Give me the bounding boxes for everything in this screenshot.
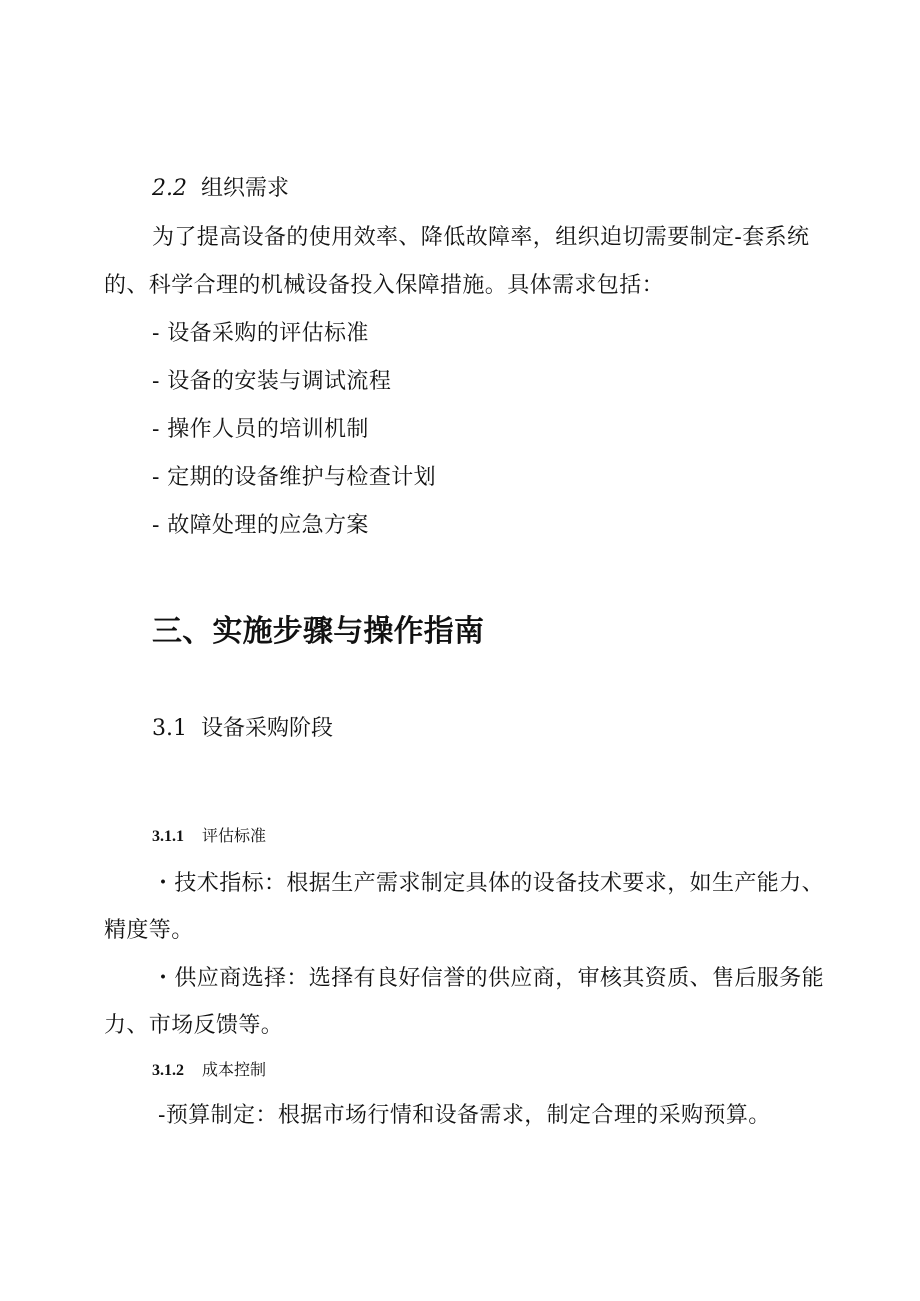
section-3-1-1-p1-line-1: ・技术指标：根据生产需求制定具体的设备技术要求，如生产能力、	[152, 871, 825, 896]
list-item: - 定期的设备维护与检查计划	[152, 465, 437, 490]
section-2-2-title: 组织需求	[201, 176, 290, 201]
section-3-1-2-heading	[152, 1062, 266, 1079]
section-2-2-heading	[152, 178, 289, 200]
section-3-1-1-title: 评估标准	[202, 826, 267, 845]
chapter-3-heading: 三、实施步骤与操作指南	[152, 614, 485, 649]
section-3-1-heading	[152, 718, 333, 740]
section-3-1-1-p2-line-1: ・供应商选择：选择有良好信誉的供应商，审核其资质、售后服务能	[152, 966, 825, 991]
section-3-1-number: 3.1	[152, 716, 187, 741]
section-3-1-1-number: 3.1.1	[152, 828, 184, 845]
list-item: - 操作人员的培训机制	[152, 417, 369, 442]
section-2-2-intro-line-2: 的、科学合理的机械设备投入保障措施。具体需求包括：	[104, 273, 665, 298]
section-2-2-number: 2.2	[152, 176, 187, 201]
section-3-1-title: 设备采购阶段	[201, 716, 334, 741]
list-item: - 设备采购的评估标准	[152, 321, 369, 346]
section-3-1-2-title: 成本控制	[202, 1060, 267, 1079]
list-item: - 故障处理的应急方案	[152, 513, 369, 538]
list-item: - 设备的安装与调试流程	[152, 369, 392, 394]
section-3-1-1-p2-line-2: 力、市场反馈等。	[104, 1013, 284, 1038]
section-3-1-1-heading	[152, 828, 266, 845]
section-2-2-intro-line-1: 为了提高设备的使用效率、降低故障率，组织迫切需要制定-套系统	[152, 225, 810, 250]
section-3-1-2-p1: -预算制定：根据市场行情和设备需求，制定合理的采购预算。	[158, 1103, 771, 1128]
section-3-1-1-p1-line-2: 精度等。	[104, 918, 194, 943]
section-3-1-2-number: 3.1.2	[152, 1062, 184, 1079]
